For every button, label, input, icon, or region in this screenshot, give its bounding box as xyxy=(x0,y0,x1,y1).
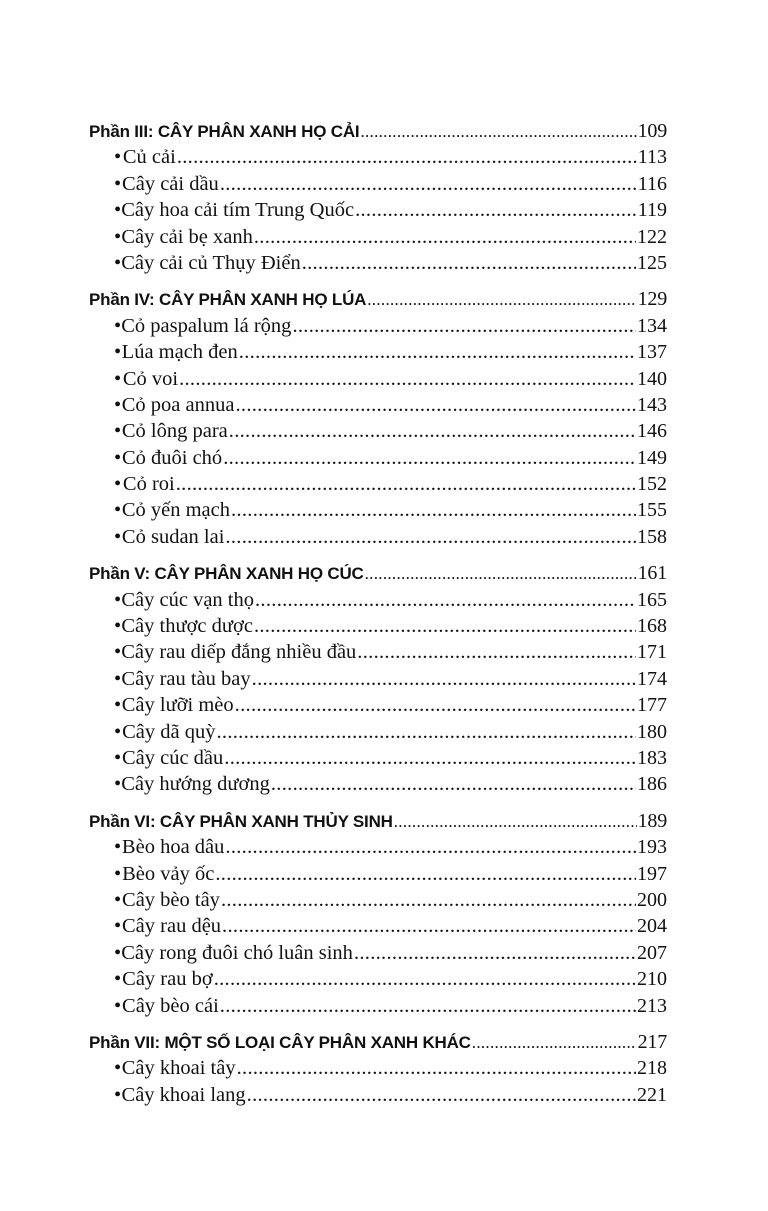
toc-item-label: Cỏ poa annua xyxy=(121,393,235,416)
bullet-icon: • xyxy=(114,773,122,796)
bullet-icon: • xyxy=(114,1083,122,1106)
dot-leader xyxy=(271,771,636,797)
toc-item-page: 137 xyxy=(637,341,667,364)
dot-leader xyxy=(235,692,636,718)
toc-item[interactable] xyxy=(89,692,667,718)
toc-item-page: 113 xyxy=(637,146,667,169)
toc-item[interactable] xyxy=(89,471,667,497)
dot-leader xyxy=(231,497,636,523)
toc-section-4[interactable] xyxy=(89,286,667,312)
toc-item-page: 134 xyxy=(637,314,667,337)
toc-item-label: Cỏ lông para xyxy=(121,420,228,443)
bullet-icon: • xyxy=(114,862,122,885)
toc-item-page: 180 xyxy=(637,720,667,743)
toc-item-page: 200 xyxy=(637,888,667,911)
toc-item[interactable] xyxy=(89,861,667,887)
toc-item-label: Bèo vảy ốc xyxy=(122,862,215,885)
toc-item-label: Cây cúc dầu xyxy=(121,746,224,769)
section-title: Phần VI: CÂY PHÂN XANH THỦY SINH xyxy=(89,811,393,831)
dot-leader xyxy=(235,392,636,418)
toc-item[interactable] xyxy=(89,993,667,1019)
toc-item-page: 168 xyxy=(637,615,667,638)
toc-item-label: Cây rau bợ xyxy=(122,968,213,991)
section-page-number: 129 xyxy=(637,288,667,311)
toc-section-6[interactable] xyxy=(89,808,667,834)
bullet-icon: • xyxy=(114,146,122,169)
toc-item-label: Cây hướng dương xyxy=(121,773,270,796)
toc-item-page: 143 xyxy=(637,393,667,416)
toc-item-label: Cây lưỡi mèo xyxy=(121,694,234,717)
toc-item[interactable] xyxy=(89,445,667,471)
bullet-icon: • xyxy=(114,915,122,938)
bullet-icon: • xyxy=(114,720,122,743)
toc-item-page: 165 xyxy=(637,588,667,611)
table-of-contents xyxy=(89,118,667,1108)
bullet-icon: • xyxy=(114,473,122,496)
toc-item[interactable] xyxy=(89,197,667,223)
toc-item[interactable] xyxy=(89,913,667,939)
toc-item-label: Cây cải dầu xyxy=(122,172,219,195)
dot-leader xyxy=(255,587,636,613)
section-title: Phần III: CÂY PHÂN XANH HỌ CẢI xyxy=(89,122,360,141)
bullet-icon: • xyxy=(114,199,122,222)
bullet-icon: • xyxy=(114,393,122,416)
bullet-icon: • xyxy=(114,836,122,859)
bullet-icon: • xyxy=(114,225,122,248)
toc-item[interactable] xyxy=(89,418,667,444)
toc-item-page: 210 xyxy=(637,968,667,991)
dot-leader xyxy=(254,613,636,639)
bullet-icon: • xyxy=(114,367,122,390)
section-title: Phần IV: CÂY PHÂN XANH HỌ LÚA xyxy=(89,290,367,310)
toc-item-page: 218 xyxy=(637,1057,667,1080)
toc-item-page: 140 xyxy=(637,367,667,390)
dot-leader xyxy=(247,1082,636,1108)
toc-item[interactable] xyxy=(89,666,667,692)
toc-item[interactable] xyxy=(89,171,667,197)
toc-item-label: Cây rong đuôi chó luân sinh xyxy=(121,941,353,964)
dot-leader xyxy=(224,745,636,771)
bullet-icon: • xyxy=(114,314,122,337)
toc-item[interactable] xyxy=(89,144,667,170)
section-page-number: 189 xyxy=(637,809,667,832)
section-title: Phần V: CÂY PHÂN XANH HỌ CÚC xyxy=(89,564,364,584)
bullet-icon: • xyxy=(114,994,122,1017)
toc-item-label: Cây rau diếp đắng nhiều đầu xyxy=(121,641,357,664)
bullet-icon: • xyxy=(114,941,122,964)
toc-item-page: 221 xyxy=(637,1083,667,1106)
toc-item-label: Cây bèo cái xyxy=(122,994,219,1017)
toc-item[interactable] xyxy=(89,613,667,639)
toc-item-label: Cây cải bẹ xanh xyxy=(121,225,253,248)
bullet-icon: • xyxy=(114,251,122,274)
toc-item[interactable] xyxy=(89,1055,667,1081)
toc-item-label: Lúa mạch đen xyxy=(121,341,238,364)
bullet-icon: • xyxy=(114,641,122,664)
dot-leader xyxy=(215,861,636,887)
dot-leader xyxy=(365,561,637,587)
toc-item-label: Cây cúc vạn thọ xyxy=(121,588,254,611)
toc-item-page: 155 xyxy=(637,499,667,522)
toc-item-page: 174 xyxy=(637,667,667,690)
toc-item[interactable] xyxy=(89,250,667,276)
bullet-icon: • xyxy=(114,499,122,522)
dot-leader xyxy=(254,224,636,250)
dot-leader xyxy=(302,250,636,276)
bullet-icon: • xyxy=(114,525,122,548)
toc-item[interactable] xyxy=(89,339,667,365)
toc-item[interactable] xyxy=(89,313,667,339)
toc-item[interactable] xyxy=(89,745,667,771)
toc-item-page: 197 xyxy=(637,862,667,885)
toc-item-label: Bèo hoa dâu xyxy=(121,836,225,859)
toc-item-label: Cây hoa cải tím Trung Quốc xyxy=(121,199,355,222)
bullet-icon: • xyxy=(114,746,122,769)
dot-leader xyxy=(239,339,636,365)
toc-section-5[interactable] xyxy=(89,560,667,586)
dot-leader xyxy=(179,366,636,392)
toc-item-page: 158 xyxy=(637,525,667,548)
toc-item[interactable] xyxy=(89,887,667,913)
toc-item-page: 116 xyxy=(637,172,667,195)
toc-item-label: Cây cải củ Thụy Điển xyxy=(121,251,301,274)
toc-item-page: 146 xyxy=(637,420,667,443)
toc-item[interactable] xyxy=(89,1082,667,1108)
dot-leader xyxy=(355,197,637,223)
toc-item-label: Cây rau tàu bay xyxy=(121,667,251,690)
toc-item[interactable] xyxy=(89,366,667,392)
bullet-icon: • xyxy=(114,615,122,638)
toc-item-page: 171 xyxy=(637,641,667,664)
toc-item-page: 193 xyxy=(637,836,667,859)
dot-leader xyxy=(292,313,636,339)
dot-leader xyxy=(221,887,636,913)
dot-leader xyxy=(237,1055,636,1081)
bullet-icon: • xyxy=(114,420,122,443)
bullet-icon: • xyxy=(114,667,122,690)
dot-leader xyxy=(223,445,636,471)
toc-section-3[interactable] xyxy=(89,118,667,144)
toc-item-label: Cỏ voi xyxy=(122,367,179,390)
toc-item-label: Củ cải xyxy=(122,146,176,169)
bullet-icon: • xyxy=(114,968,122,991)
bullet-icon: • xyxy=(114,694,122,717)
dot-leader xyxy=(216,719,636,745)
section-page-number: 109 xyxy=(637,120,667,142)
toc-item-label: Cỏ yến mạch xyxy=(121,499,230,522)
section-title: Phần VII: MỘT SỐ LOẠI CÂY PHÂN XANH KHÁC xyxy=(89,1032,471,1052)
toc-item-label: Cây rau dệu xyxy=(122,915,222,938)
toc-item-page: 177 xyxy=(637,694,667,717)
dot-leader xyxy=(354,940,636,966)
dot-leader xyxy=(357,639,636,665)
toc-item-page: 125 xyxy=(637,251,667,274)
bullet-icon: • xyxy=(114,446,122,469)
toc-item-page: 149 xyxy=(637,446,667,469)
dot-leader xyxy=(220,993,636,1019)
toc-item-label: Cây dã quỳ xyxy=(122,720,216,743)
dot-leader xyxy=(214,966,636,992)
toc-item-label: Cỏ roi xyxy=(122,473,175,496)
toc-item-label: Cây khoai tây xyxy=(121,1057,236,1080)
toc-item[interactable] xyxy=(89,940,667,966)
bullet-icon: • xyxy=(114,588,122,611)
toc-item-label: Cỏ sudan lai xyxy=(121,525,225,548)
toc-item[interactable] xyxy=(89,587,667,613)
toc-item[interactable] xyxy=(89,524,667,550)
toc-item-label: Cây bèo tây xyxy=(122,888,220,911)
dot-leader xyxy=(367,287,636,313)
toc-item-label: Cây thược dược xyxy=(121,615,253,638)
toc-item[interactable] xyxy=(89,834,667,860)
toc-item-page: 183 xyxy=(637,746,667,769)
bullet-icon: • xyxy=(114,1057,122,1080)
toc-item-page: 152 xyxy=(637,473,667,496)
bullet-icon: • xyxy=(114,341,122,364)
dot-leader xyxy=(225,524,636,550)
toc-section-7[interactable] xyxy=(89,1029,667,1055)
section-page-number: 217 xyxy=(637,1030,667,1053)
toc-item-label: Cỏ paspalum lá rộng xyxy=(121,314,292,337)
dot-leader xyxy=(360,119,636,145)
toc-item[interactable] xyxy=(89,966,667,992)
toc-item-label: Cỏ đuôi chó xyxy=(121,446,223,469)
toc-item[interactable] xyxy=(89,771,667,797)
dot-leader xyxy=(229,418,636,444)
toc-item-page: 207 xyxy=(637,941,667,964)
toc-item[interactable] xyxy=(89,639,667,665)
toc-item-page: 213 xyxy=(637,994,667,1017)
bullet-icon: • xyxy=(114,172,122,195)
toc-item[interactable] xyxy=(89,392,667,418)
toc-item-page: 119 xyxy=(637,199,667,222)
dot-leader xyxy=(177,144,637,170)
dot-leader xyxy=(252,666,636,692)
dot-leader xyxy=(472,1030,637,1056)
dot-leader xyxy=(176,471,636,497)
toc-item-label: Cây khoai lang xyxy=(121,1083,246,1106)
dot-leader xyxy=(220,171,637,197)
toc-item-page: 122 xyxy=(637,225,667,248)
toc-item[interactable] xyxy=(89,497,667,523)
toc-item-page: 186 xyxy=(637,773,667,796)
toc-item[interactable] xyxy=(89,719,667,745)
toc-item-page: 204 xyxy=(637,915,667,938)
dot-leader xyxy=(394,809,637,835)
dot-leader xyxy=(222,913,636,939)
dot-leader xyxy=(225,834,636,860)
bullet-icon: • xyxy=(114,888,122,911)
section-page-number: 161 xyxy=(637,562,667,585)
toc-item[interactable] xyxy=(89,224,667,250)
